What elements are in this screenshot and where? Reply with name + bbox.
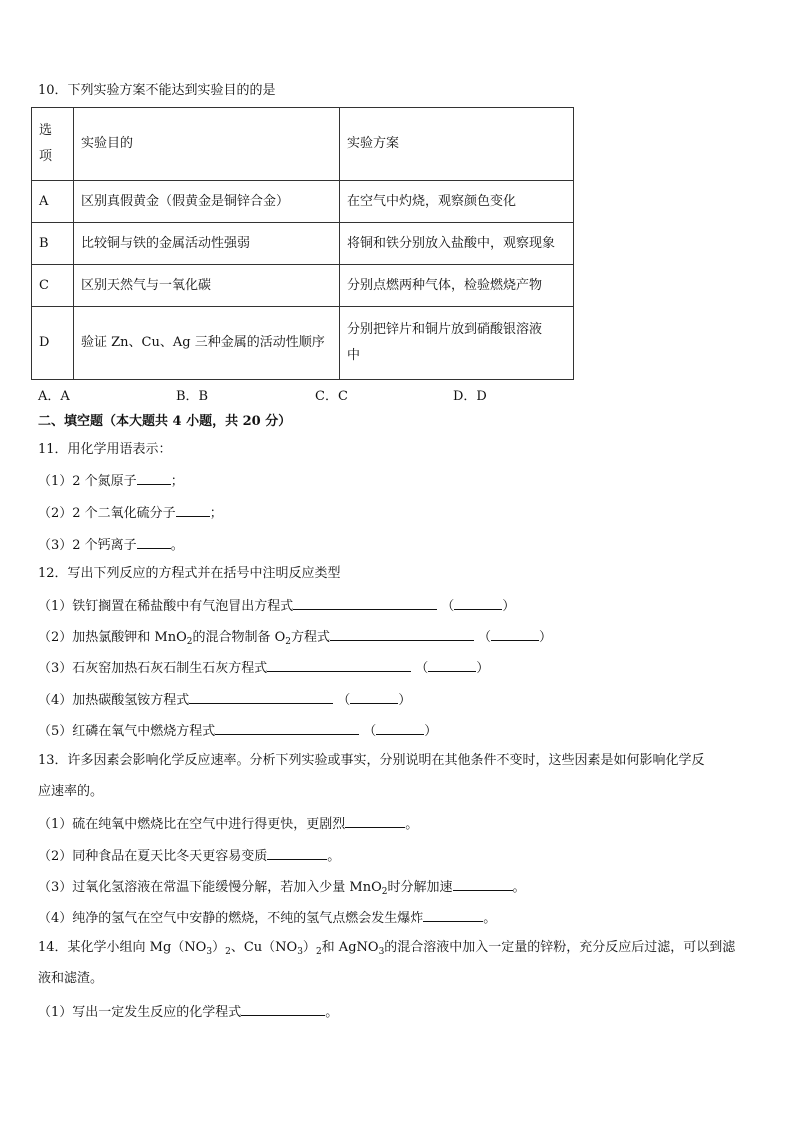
option-cell: B: [32, 223, 74, 265]
paren-close: ）: [476, 661, 490, 676]
subscript: 2: [225, 947, 231, 957]
reaction-type-blank[interactable]: [428, 657, 476, 672]
paren-open: （: [337, 693, 351, 708]
item-suffix: ；: [209, 506, 223, 521]
option-cell: A: [32, 181, 74, 223]
equation-blank[interactable]: [267, 657, 411, 672]
q14-stem-line2: 液和滤渣。: [38, 971, 104, 986]
q14-stem-line1: [38, 938, 735, 958]
item-text-b: 时分解加速: [387, 880, 453, 895]
answer-blank[interactable]: [267, 845, 327, 860]
answer-blank[interactable]: [423, 907, 483, 922]
equation-blank[interactable]: [215, 720, 359, 735]
choice-a[interactable]: A．A: [38, 389, 70, 404]
header-option-line1: 选: [39, 123, 53, 138]
option-cell: C: [32, 265, 74, 307]
q12-stem: 12．写出下列反应的方程式并在括号中注明反应类型: [38, 566, 341, 581]
item-suffix: ；: [170, 474, 184, 489]
header-option-cell: [32, 108, 74, 181]
subscript: 3: [206, 947, 213, 957]
choice-b[interactable]: B．B: [176, 389, 209, 404]
section-title: 二、填空题（本大题共 4 小题，共 20 分）: [38, 414, 292, 429]
header-purpose-cell: 实验目的: [74, 108, 340, 181]
item-text-a: （2）加热氯酸钾和 MnO: [38, 630, 187, 645]
q13-stem-line1: 13．许多因素会影响化学反应速率。分析下列实验或事实，分别说明在其他条件不变时，这些因素是如何影响化学反: [38, 753, 705, 768]
purpose-cell: 区别天然气与一氧化碳: [74, 265, 340, 307]
q12-item-5: [38, 720, 437, 742]
answer-blank[interactable]: [176, 502, 210, 517]
item-text: （1）硫在纯氧中燃烧比在空气中进行得更快，更剧烈: [38, 817, 346, 832]
q11-item-3: [38, 534, 184, 556]
item-text: （2）同种食品在夏天比冬天更容易变质: [38, 849, 268, 864]
equation-blank[interactable]: [189, 689, 333, 704]
item-text-c: 方程式: [291, 630, 331, 645]
q12-item-2: [38, 626, 552, 648]
reaction-type-blank[interactable]: [350, 689, 398, 704]
equation-blank[interactable]: [293, 595, 437, 610]
item-text: （4）纯净的氢气在空气中安静的燃烧，不纯的氢气点燃会发生爆炸: [38, 911, 424, 926]
q11-item-2: [38, 502, 223, 524]
paren-open: （: [478, 630, 492, 645]
purpose-cell: 比较铜与铁的金属活动性强弱: [74, 223, 340, 265]
item-text: （3）石灰窑加热石灰石制生石灰方程式: [38, 661, 268, 676]
plan-cell: 将铜和铁分别放入盐酸中，观察现象: [340, 223, 574, 265]
subscript: 3: [297, 947, 303, 957]
paren-open: （: [441, 599, 455, 614]
subscript: 2: [315, 947, 322, 957]
stem-part: 14．某化学小组向 Mg（NO: [38, 940, 207, 955]
q11-item-1: [38, 470, 184, 492]
item-text: （1）2 个氮原子: [38, 474, 137, 489]
stem-part: 、Cu（NO: [230, 940, 298, 955]
subscript: 2: [381, 887, 388, 897]
reaction-type-blank[interactable]: [454, 595, 502, 610]
plan-line1: 分别把锌片和铜片放到硝酸银溶液: [347, 322, 543, 337]
item-suffix: 。: [170, 538, 184, 553]
q13-item-1: [38, 813, 418, 835]
q10-choices: [38, 387, 558, 407]
item-suffix: 。: [483, 911, 497, 926]
option-cell: D: [32, 307, 74, 380]
choice-d[interactable]: D．D: [453, 389, 487, 404]
table-row: [32, 223, 574, 265]
subscript: 3: [378, 947, 385, 957]
paren-close: ）: [424, 724, 438, 739]
plan-cell: 分别点燃两种气体，检验燃烧产物: [340, 265, 574, 307]
item-text-b: 的混合物制备 O: [192, 630, 286, 645]
table-row: [32, 265, 574, 307]
equation-blank[interactable]: [330, 626, 474, 641]
item-text: （1）铁钉搁置在稀盐酸中有气泡冒出方程式: [38, 599, 294, 614]
item-text: （5）红磷在氧气中燃烧方程式: [38, 724, 216, 739]
paren-close: ）: [502, 599, 516, 614]
q12-item-3: [38, 657, 489, 679]
plan-cell: [340, 307, 574, 380]
table-header-row: [32, 108, 574, 181]
q13-stem-line2: 应速率的。: [38, 784, 104, 799]
answer-blank[interactable]: [453, 876, 513, 891]
q11-stem: 11．用化学用语表示：: [38, 442, 172, 457]
subscript: 2: [186, 637, 193, 647]
paren-close: ）: [398, 693, 412, 708]
answer-blank[interactable]: [241, 1001, 325, 1016]
reaction-type-blank[interactable]: [376, 720, 424, 735]
purpose-cell: 区别真假黄金（假黄金是铜锌合金）: [74, 181, 340, 223]
q10-table: [31, 107, 574, 380]
item-suffix: 。: [325, 1005, 339, 1020]
purpose-cell: 验证 Zn、Cu、Ag 三种金属的活动性顺序: [74, 307, 340, 380]
paren-close: ）: [539, 630, 553, 645]
stem-part: 的混合溶液中加入一定量的锌粉，充分反应后过滤，可以到滤: [384, 940, 736, 955]
item-text: （3）2 个钙离子: [38, 538, 137, 553]
item-suffix: 。: [512, 880, 526, 895]
answer-blank[interactable]: [345, 813, 405, 828]
item-text-a: （3）过氧化氢溶液在常温下能缓慢分解，若加入少量 MnO: [38, 880, 382, 895]
paren-open: （: [415, 661, 429, 676]
answer-blank[interactable]: [137, 470, 171, 485]
stem-part: ）: [302, 940, 316, 955]
q10-stem: 10．下列实验方案不能达到实验目的的是: [38, 83, 276, 98]
q13-item-4: [38, 907, 496, 929]
q14-item-1: [38, 1001, 338, 1023]
choice-c[interactable]: C．C: [315, 389, 348, 404]
item-suffix: 。: [327, 849, 341, 864]
item-text: （1）写出一定发生反应的化学程式: [38, 1005, 242, 1020]
item-text: （4）加热碳酸氢铵方程式: [38, 693, 190, 708]
paren-open: （: [363, 724, 377, 739]
plan-cell: 在空气中灼烧，观察颜色变化: [340, 181, 574, 223]
header-plan-cell: 实验方案: [340, 108, 574, 181]
stem-part: 和 AgNO: [321, 940, 379, 955]
table-row: [32, 307, 574, 380]
stem-part: ）: [212, 940, 226, 955]
item-suffix: 。: [405, 817, 419, 832]
reaction-type-blank[interactable]: [491, 626, 539, 641]
q12-item-4: [38, 689, 411, 711]
subscript: 2: [285, 637, 292, 647]
answer-blank[interactable]: [137, 534, 171, 549]
table-row: [32, 181, 574, 223]
item-text: （2）2 个二氧化硫分子: [38, 506, 176, 521]
header-option-line2: 项: [39, 149, 53, 164]
q12-item-1: [38, 595, 515, 617]
q13-item-2: [38, 845, 340, 867]
q13-item-3: [38, 876, 526, 898]
plan-line2: 中: [347, 348, 361, 363]
